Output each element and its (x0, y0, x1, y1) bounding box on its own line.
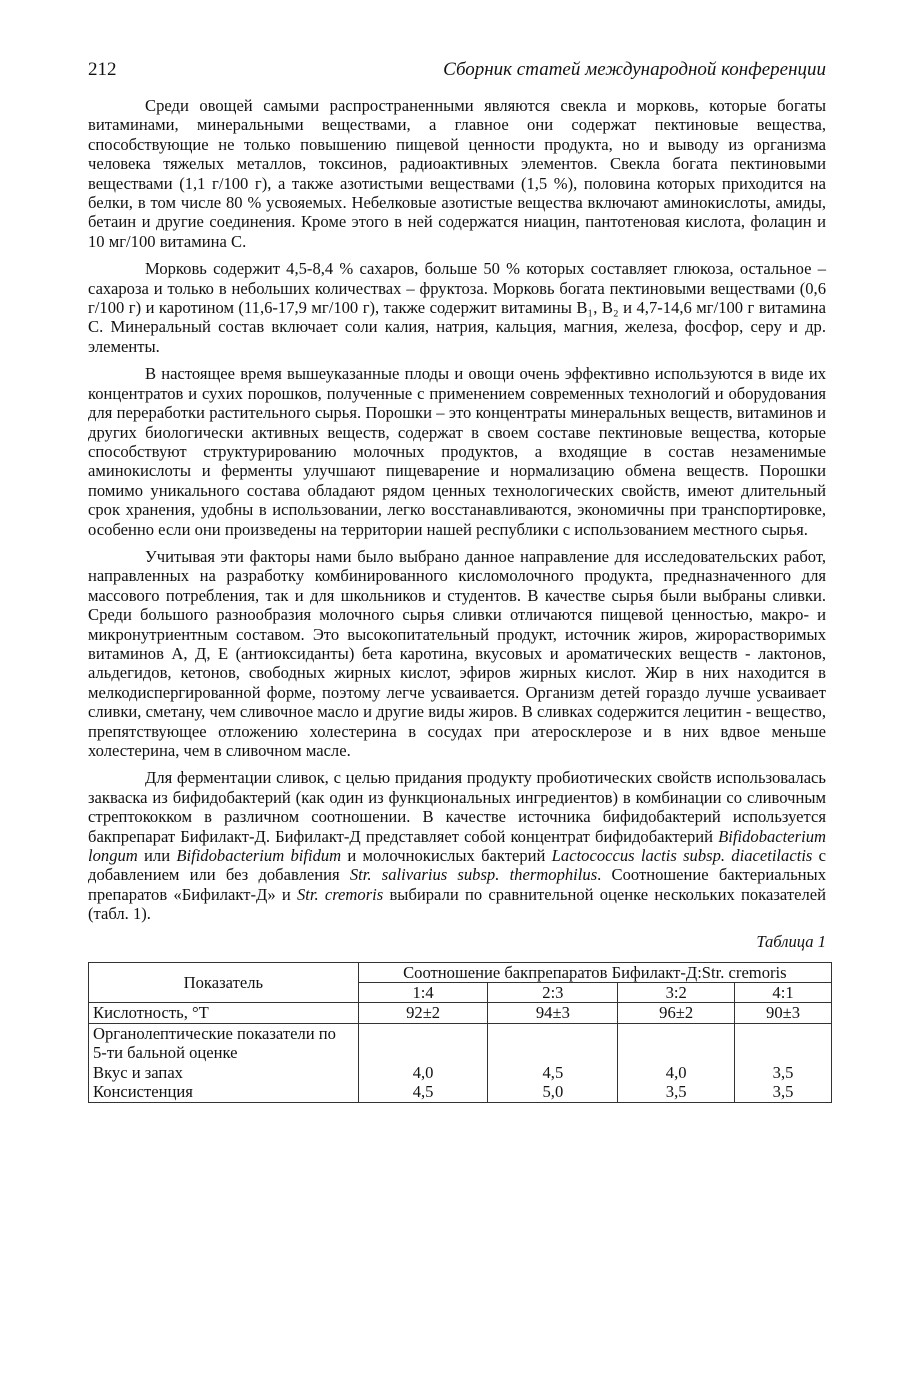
table-header-row (89, 962, 832, 982)
species-name: Str. salivarius subsp. thermophilus (349, 865, 598, 885)
page-number: 212 (88, 59, 117, 80)
p5-text: выбирали по сравнительной оценке нескольких показателей (табл. 1). (88, 884, 826, 924)
table-row (89, 1023, 832, 1062)
ratio-header: 2:3 (488, 983, 618, 1003)
cell-value (735, 1023, 832, 1062)
paragraph-4: Учитывая эти факторы нами было выбрано данное направление для исследовательских работ, направленных на разработку комбинированного кисломолочного продукта, предназначенного для массового потребления, так и для школьников и студентов. В качестве сырья были выбраны сливки. Среди большого разнообразия молочного сырья сливки отличаются пищевой ценностью, макро- и микронутриентным составом. Это высокопитательный продукт, источник жиров, жирорастворимых витаминов А, Д, Е (антиоксиданты) бета каротина, вкусовых и ароматических веществ - лактонов, альдегидов, кетонов, свободных жирных кислот, эфиров жирных кислот. Жир в них находится в мелкодиспергированной форме, поэтому легче усваивается. Организм детей гораздо лучше усваивает сливки, сметану, чем сливочное масло и другие виды жиров. В сливках содержится лецитин - вещество, препятствующее отложению холестерина в сосудах при атеросклерозе и в них вдвое меньше холестерина, чем в сливочном масле. (88, 546, 826, 760)
p5-text: . Соотношение бактериальных препаратов «Бифилакт-Д» и (88, 865, 826, 904)
article-body (88, 96, 826, 924)
cell-value: 96±2 (618, 1003, 735, 1023)
cell-value: 4,5 (488, 1063, 618, 1082)
p5-text: Для ферментации сливок, с целью придания продукту пробиотических свойств использовалась закваска из бифидобактерий (как один из функциональных ингредиентов) в комбинации со сливочным стрептококком в различном соотношении. В качестве источника бифидобактерий используется бакпрепарат Бифилакт-Д. Бифилакт-Д представляет собой концентрат бифидобактерий (88, 768, 826, 846)
p5-text: с добавлением или без добавления (88, 846, 827, 885)
cell-value: 3,5 (618, 1082, 735, 1102)
row-label: Органолептические показатели по 5-ти бальной оценке (89, 1023, 359, 1062)
cell-value: 3,5 (735, 1063, 832, 1082)
p5-text: и молочнокислых бактерий (341, 846, 552, 866)
row-label: Консистенция (89, 1082, 359, 1102)
row-label: Вкус и запах (89, 1063, 359, 1082)
cell-value: 90±3 (735, 1003, 832, 1023)
page-header (88, 58, 826, 88)
cell-value: 94±3 (488, 1003, 618, 1023)
paragraph-2: Морковь содержит 4,5-8,4 % сахаров, больше 50 % которых составляет глюкоза, остальное – сахароза и только в небольших количествах – фруктоза. Морковь богата пектиновыми веществами (0,6 г/100 г) и каротином (11,6-17,9 мг/100 г), также содержит витамины B₁, B₂ и 4,7-14,6 мг/100 г витамина С. Минеральный состав включает соли калия, натрия, кальция, магния, железа, фосфор, серу и др. элементы. (88, 259, 826, 356)
paragraph-3: В настоящее время вышеуказанные плоды и овощи очень эффективно используются в виде их концентратов и сухих порошков, полученные с применением современных технологий и оборудования для переработки растительного сырья. Порошки – это концентраты минеральных веществ, витаминов и других биологически активных веществ, содержат в своем составе пектиновые вещества, которые способствуют структурированию молочных продуктов, а входящие в состав незаменимые аминокислоты и ферменты улучшают пищеварение и нормализацию обмена веществ. Порошки помимо уникального состава обладают рядом ценных технологических свойств, имеют длительный срок хранения, удобны в использовании, легко восстанавливаются, экономичны при транспортировке, особенно если они произведены на территории нашей республики с использованием местного сырья. (88, 364, 826, 539)
cell-value (488, 1023, 618, 1062)
species-name: Bifidobacterium bifidum (176, 846, 342, 866)
paragraph-5 (88, 768, 826, 923)
paragraph-1: Среди овощей самыми распространенными являются свекла и морковь, которые богаты витаминами, минеральными веществами, а главное они содержат пектиновые вещества, способствующие не только повышению пищевой ценности продукта, но и выводу из организма человека тяжелых металлов, токсинов, радиоактивных элементов. Свекла богата пектиновыми веществами (1,1 г/100 г), а также азотистыми веществами (1,5 %), половина которых приходится на белки, в том числе 80 % усвояемых. Небелковые азотистые вещества включают аминокислоты, амиды, бетаин и другие соединения. Кроме этого в ней содержатся ниацин, пантотеновая кислота, фолацин и 10 мг/100 витамина С. (88, 96, 826, 251)
table-caption: Таблица 1 (756, 931, 826, 951)
species-name: Str. cremoris (296, 884, 384, 904)
running-title: Сборник статей международной конференции (443, 59, 826, 80)
table-row (89, 1063, 832, 1082)
header-indicator: Показатель (89, 962, 359, 1003)
row-label: Кислотность, °Т (89, 1003, 359, 1023)
table-row (89, 1082, 832, 1102)
cell-value: 4,0 (358, 1063, 488, 1082)
cell-value: 5,0 (488, 1082, 618, 1102)
cell-value (618, 1023, 735, 1062)
cell-value: 4,0 (618, 1063, 735, 1082)
p5-text: или (137, 846, 177, 866)
table-row (89, 1003, 832, 1023)
page (88, 58, 826, 1103)
cell-value: 4,5 (358, 1082, 488, 1102)
cell-value (358, 1023, 488, 1062)
data-table (88, 962, 832, 1103)
species-name: Bifidobacterium longum (88, 826, 826, 866)
ratio-header: 4:1 (735, 983, 832, 1003)
ratio-header: 3:2 (618, 983, 735, 1003)
species-name: Lactococcus lactis subsp. diacetilactis (551, 846, 813, 866)
header-ratio-group: Соотношение бакпрепаратов Бифилакт-Д:Str. cremoris (358, 962, 831, 982)
cell-value: 92±2 (358, 1003, 488, 1023)
ratio-header: 1:4 (358, 983, 488, 1003)
cell-value: 3,5 (735, 1082, 832, 1102)
